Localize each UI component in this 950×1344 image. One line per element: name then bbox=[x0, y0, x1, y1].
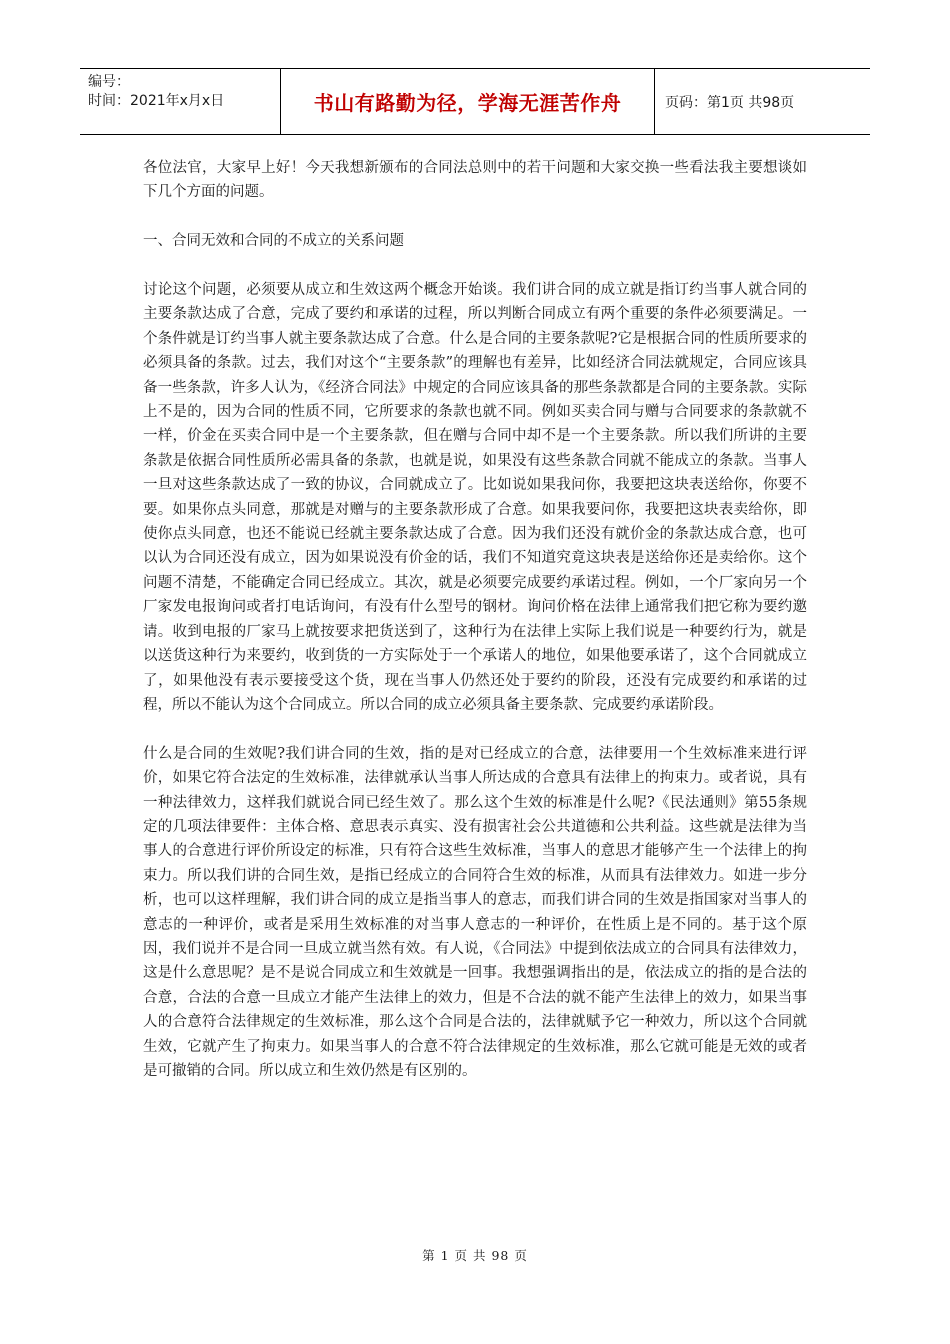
document-body bbox=[143, 156, 807, 1083]
document-header bbox=[80, 68, 870, 135]
date-label: 时间：2021年x月x日 bbox=[88, 93, 225, 109]
body-paragraph: 讨论这个问题，必须要从成立和生效这两个概念开始谈。我们讲合同的成立就是指订约当事人就合同的主要条款达成了合意，完成了要约和承诺的过程，所以判断合同成立有两个重要的条件必须要满足。一个条件就是订约当事人就主要条款达成了合意。什么是合同的主要条款呢?它是根据合同的性质所要求的必须具备的条款。过去，我们对这个“主要条款”的理解也有差异，比如经济合同法就规定，合同应该具备一些条款，许多人认为，《经济合同法》中规定的合同应该具备的那些条款都是合同的主要条款。实际上不是的，因为合同的性质不同，它所要求的条款也就不同。例如买卖合同与赠与合同要求的条款就不一样，价金在买卖合同中是一个主要条款，但在赠与合同中却不是一个主要条款。所以我们所讲的主要条款是依据合同性质所必需具备的条款，也就是说，如果没有这些条款合同就不能成立的条款。当事人一旦对这些条款达成了一致的协议，合同就成立了。比如说如果我问你，我要把这块表送给你，你要不要。如果你点头同意，那就是对赠与的主要条款形成了合意。如果我要问你，我要把这块表卖给你，即使你点头同意，也还不能说已经就主要条款达成了合意。因为我们还没有就价金的条款达成合意，也可以认为合同还没有成立，因为如果说没有价金的话，我们不知道究竟这块表是送给你还是卖给你。这个问题不清楚，不能确定合同已经成立。其次，就是必须要完成要约承诺过程。例如，一个厂家向另一个厂家发电报询问或者打电话询问，有没有什么型号的钢材。询问价格在法律上通常我们把它称为要约邀请。收到电报的厂家马上就按要求把货送到了，这种行为在法律上实际上我们说是一种要约行为，就是以送货这种行为来要约，收到货的一方实际处于一个承诺人的地位，如果他要承诺了，这个合同就成立了，如果他没有表示要接受这个货，现在当事人仍然还处于要约的阶段，还没有完成要约和承诺的过程，所以不能认为这个合同成立。所以合同的成立必须具备主要条款、完成要约承诺阶段。 bbox=[143, 282, 807, 713]
page-footer: 第 1 页 共 98 页 bbox=[422, 1248, 528, 1263]
number-label: 编号： bbox=[88, 74, 130, 90]
header-meta-cell bbox=[80, 69, 281, 134]
header-motto: 书山有路勤为径，学海无涯苦作舟 bbox=[281, 69, 655, 134]
section-heading: 一、合同无效和合同的不成立的关系问题 bbox=[143, 233, 404, 250]
header-page-info: 页码：第1页 共98页 bbox=[665, 94, 795, 111]
body-paragraph: 什么是合同的生效呢?我们讲合同的生效，指的是对已经成立的合意，法律要用一个生效标准来进行评价，如果它符合法定的生效标准，法律就承认当事人所达成的合意具有法律上的拘束力。或者说，具有一种法律效力，这样我们就说合同已经生效了。那么这个生效的标准是什么呢?《民法通则》第55条规定的几项法律要件：主体合格、意思表示真实、没有损害社会公共道德和公共利益。这些就是法律为当事人的合意进行评价所设定的标准，只有符合这些生效标准，当事人的意思才能够产生一个法律上的拘束力。所以我们讲的合同生效，是指已经成立的合同符合生效的标准，从而具有法律效力。如进一步分析，也可以这样理解，我们讲合同的成立是指当事人的意志，而我们讲合同的生效是指国家对当事人的意志的一种评价，或者是采用生效标准的对当事人意志的一种评价，在性质上是不同的。基于这个原因，我们说并不是合同一旦成立就当然有效。有人说，《合同法》中提到依法成立的合同具有法律效力，这是什么意思呢？是不是说合同成立和生效就是一回事。我想强调指出的是，依法成立的指的是合法的合意，合法的合意一旦成立才能产生法律上的效力，但是不合法的就不能产生法律上的效力，如果当事人的合意符合法律规定的生效标准，那么这个合同是合法的，法律就赋予它一种效力，所以这个合同就生效，它就产生了拘束力。如果当事人的合意不符合法律规定的生效标准，那么它就可能是无效的或者是可撤销的合同。所以成立和生效仍然是有区别的。 bbox=[143, 745, 807, 1079]
intro-paragraph: 各位法官，大家早上好！今天我想新颁布的合同法总则中的若干问题和大家交换一些看法我主要想谈如下几个方面的问题。 bbox=[143, 160, 807, 201]
